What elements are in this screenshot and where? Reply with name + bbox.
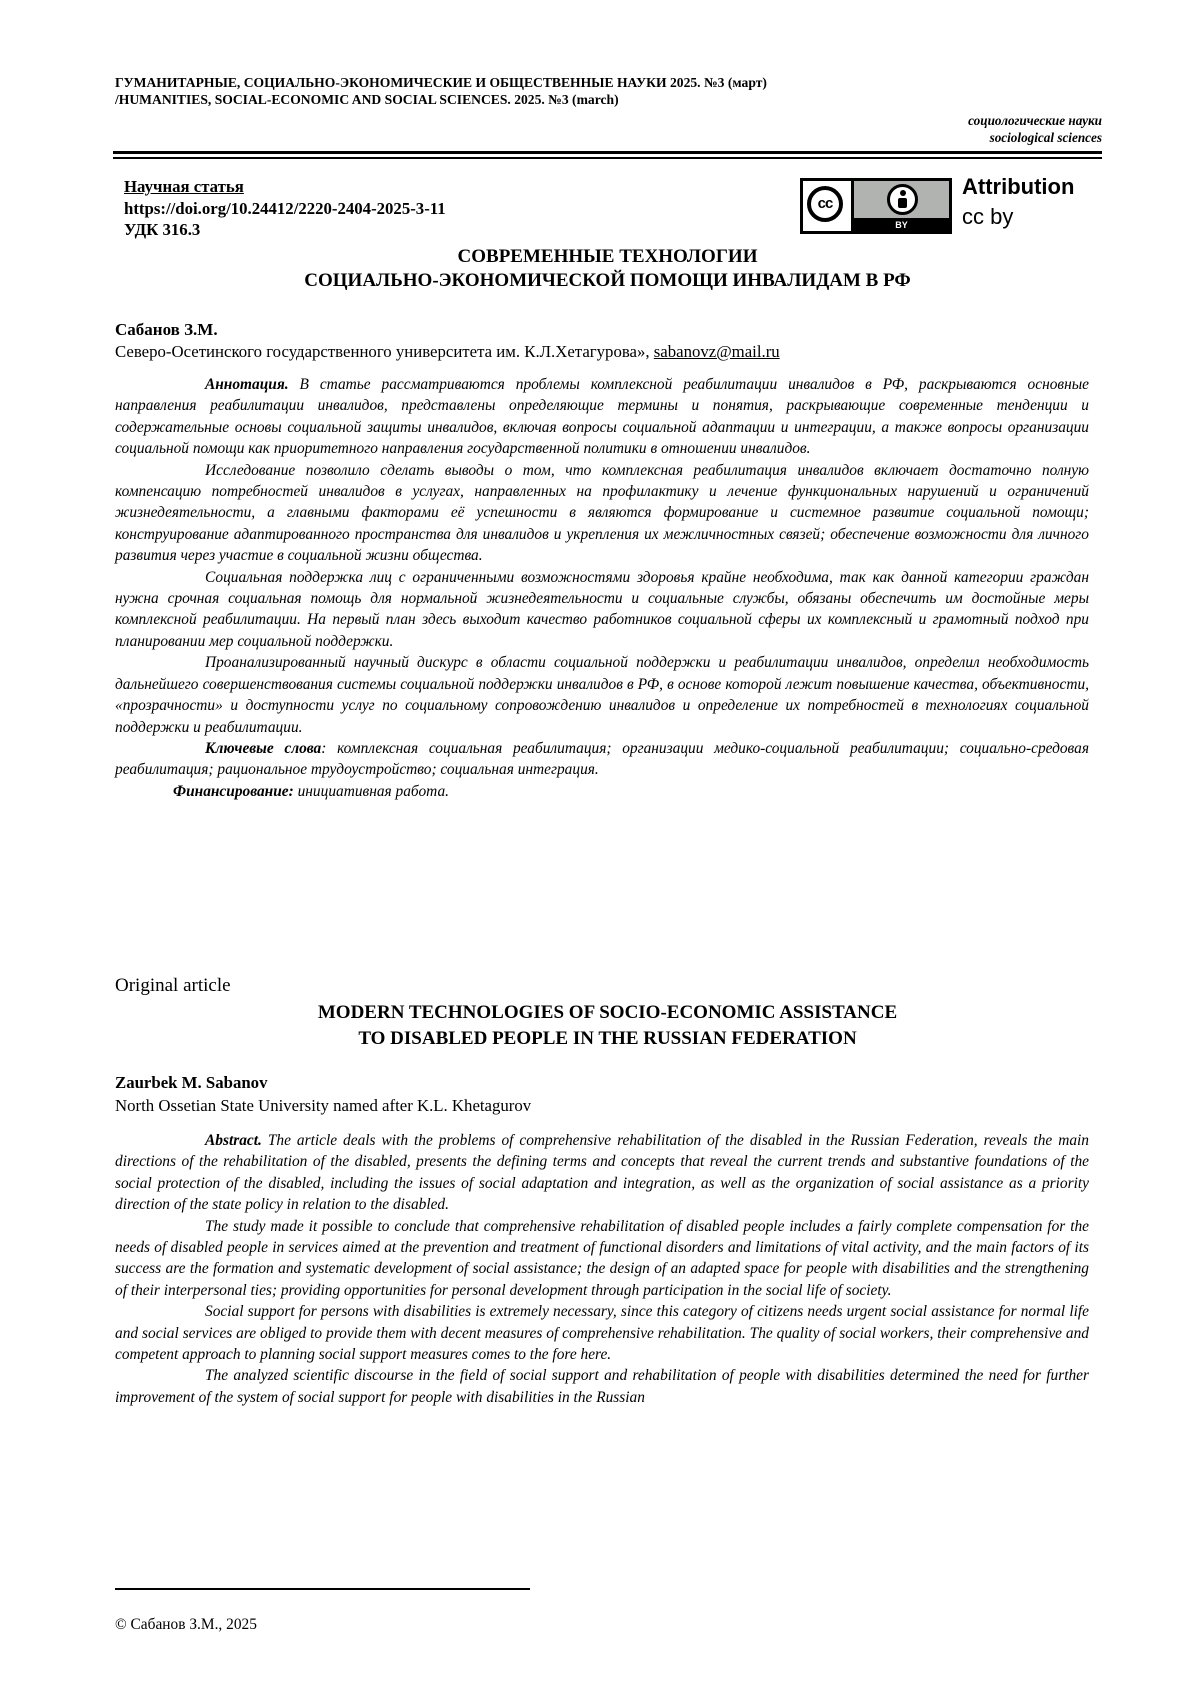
doi-link[interactable]: https://doi.org/10.24412/2220-2404-2025-3-11	[124, 198, 446, 218]
funding-ru-label: Финансирование:	[173, 782, 294, 800]
title-en-line1: MODERN TECHNOLOGIES OF SOCIO-ECONOMIC ASSISTANCE	[317, 1002, 898, 1023]
section-ru: социологические науки	[968, 113, 1102, 128]
keywords-ru: Ключевые слова: комплексная социальная реабилитация; организации медико-социальной реабилитации; социально-средовая реабилитация; рациональное трудоустройство; социальная интеграция.	[115, 739, 1089, 779]
affiliation-ru	[115, 341, 780, 363]
article-type-en: Original article	[115, 975, 231, 996]
license-label: Attribution	[962, 174, 1075, 199]
cc-by-text: BY	[895, 220, 908, 230]
footnote-rule	[115, 1588, 530, 1590]
article-title-en	[113, 1000, 1102, 1052]
journal-title-ru: ГУМАНИТАРНЫЕ, СОЦИАЛЬНО-ЭКОНОМИЧЕСКИЕ И ОБЩЕСТВЕННЫЕ НАУКИ 2025. №3 (март)	[115, 75, 767, 90]
section-en: sociological sciences	[989, 130, 1102, 145]
author-en: Zaurbek M. Sabanov	[115, 1073, 268, 1092]
section-label	[968, 112, 1102, 146]
funding-ru: Финансирование: инициативная работа.	[173, 782, 450, 800]
abstract-en	[115, 1130, 1089, 1408]
article-title-ru	[113, 245, 1102, 293]
header-rule-thick	[113, 151, 1102, 154]
copyright: © Сабанов З.М., 2025	[115, 1616, 257, 1633]
udc-code: УДК 316.3	[124, 220, 201, 239]
email-link[interactable]: sabanovz@mail.ru	[653, 342, 780, 361]
cc-badge	[800, 178, 952, 234]
abstract-ru-p3: Социальная поддержка лиц с ограниченными возможностями здоровья крайне необходима, так как данной категории граждан нужна срочная социальная помощь для нормальной жизнедеятельности и социальные службы, обязаны обеспечить им достойные меры комплексной реабилитации. На первый план здесь выходит качество работников социальной сферы их комплексный и грамотный подход при планировании мер социальной поддержки.	[115, 568, 1089, 650]
abstract-ru-p1: Аннотация. В статье рассматриваются проблемы комплексной реабилитации инвалидов в РФ, раскрываются основные направления реабилитации инвалидов, представлены определяющие термины и понятия, раскрывающие современные тенденции и содержательные основы социальной защиты инвалидов, включая вопросы социальной адаптации и интеграции, а также вопросы организации социальной помощи как приоритетного направления государственной политики в отношении инвалидов.	[115, 376, 1089, 458]
journal-title-en: /HUMANITIES, SOCIAL-ECONOMIC AND SOCIAL SCIENCES. 2025. №3 (march)	[115, 92, 619, 107]
person-icon	[887, 184, 918, 215]
abstract-ru-label: Аннотация.	[205, 376, 289, 393]
journal-header	[115, 74, 1075, 108]
abstract-en-label: Abstract.	[205, 1132, 262, 1149]
title-ru-line1: СОВРЕМЕННЫЕ ТЕХНОЛОГИИ	[457, 246, 758, 267]
abstract-en-p4: The analyzed scientific discourse in the field of social support and rehabilitation of people with disabilities determined the need for further improvement of the system of social support for people with disabilities in the Russian	[115, 1367, 1089, 1406]
abstract-en-p1: Abstract. The article deals with the problems of comprehensive rehabilitation of the disabled in the Russian Federation, reveals the main directions of the rehabilitation of the disabled, presents the defining terms and concepts that reveal the current trends and substantive foundations of the social protection of the disabled, including the issues of social adaptation and integration, as well as the organization of social assistance as a priority direction of the state policy in relation to the disabled.	[115, 1132, 1089, 1214]
abstract-en-p3: Social support for persons with disabilities is extremely necessary, since this category of citizens needs urgent social assistance for normal life and social services are obliged to provide them with decent measures of comprehensive rehabilitation. The quality of social workers, their comprehensive and competent approach to planning social support measures comes to the fore here.	[115, 1303, 1089, 1364]
abstract-ru	[115, 374, 1089, 802]
abstract-en-p2: The study made it possible to conclude that comprehensive rehabilitation of disabled people includes a fairly complete compensation for the needs of disabled people in services aimed at the prevention and treatment of functional disorders and limitations of vital activity, and the main factors of its success are the formation and systematic development of social assistance; the design of an adapted space for people with disabilities and the strengthening of their interpersonal ties; providing opportunities for personal development through participation in the social life of society.	[115, 1217, 1089, 1299]
title-ru-line2: СОЦИАЛЬНО-ЭКОНОМИЧЕСКОЙ ПОМОЩИ ИНВАЛИДАМ В РФ	[304, 270, 911, 291]
cc-badge-text: cc	[817, 195, 833, 212]
article-meta	[124, 176, 446, 241]
abstract-ru-p4: Проанализированный научный дискурс в области социальной поддержки и реабилитации инвалидов, определил необходимость дальнейшего совершенствования системы социальной поддержки инвалидов в РФ, в основе которой лежит повышение качества, объективности, «прозрачности» и доступности услуг по социальному сопровождению инвалидов и определение их потребностей в технологиях социальной поддержки и реабилитации.	[115, 654, 1089, 736]
license-sublabel: cc by	[962, 204, 1014, 229]
title-en-line2: TO DISABLED PEOPLE IN THE RUSSIAN FEDERATION	[358, 1028, 857, 1049]
keywords-ru-label: Ключевые слова	[205, 739, 322, 757]
cc-icon	[807, 186, 843, 222]
article-type: Научная статья	[124, 177, 244, 196]
author-ru: Сабанов З.М.	[115, 320, 218, 339]
abstract-ru-p2: Исследование позволило сделать выводы о том, что комплексная реабилитация инвалидов включает достаточно полную компенсацию потребностей инвалидов в услугах, направленных на профилактику и лечение функциональных нарушений и ограничений жизнедеятельности, а главными факторами её успешности в являются формирование и системное развитие социальной помощи; конструирование адаптированного пространства для инвалидов и укрепления их межличностных связей; обеспечение возможности для личного развития через участие в социальной жизни общества.	[115, 461, 1089, 565]
affiliation-ru-text: Северо-Осетинского государственного университета им. К.Л.Хетагурова»,	[115, 342, 654, 361]
affiliation-en: North Ossetian State University named after K.L. Khetagurov	[115, 1096, 532, 1115]
header-rule-thin	[113, 157, 1102, 159]
